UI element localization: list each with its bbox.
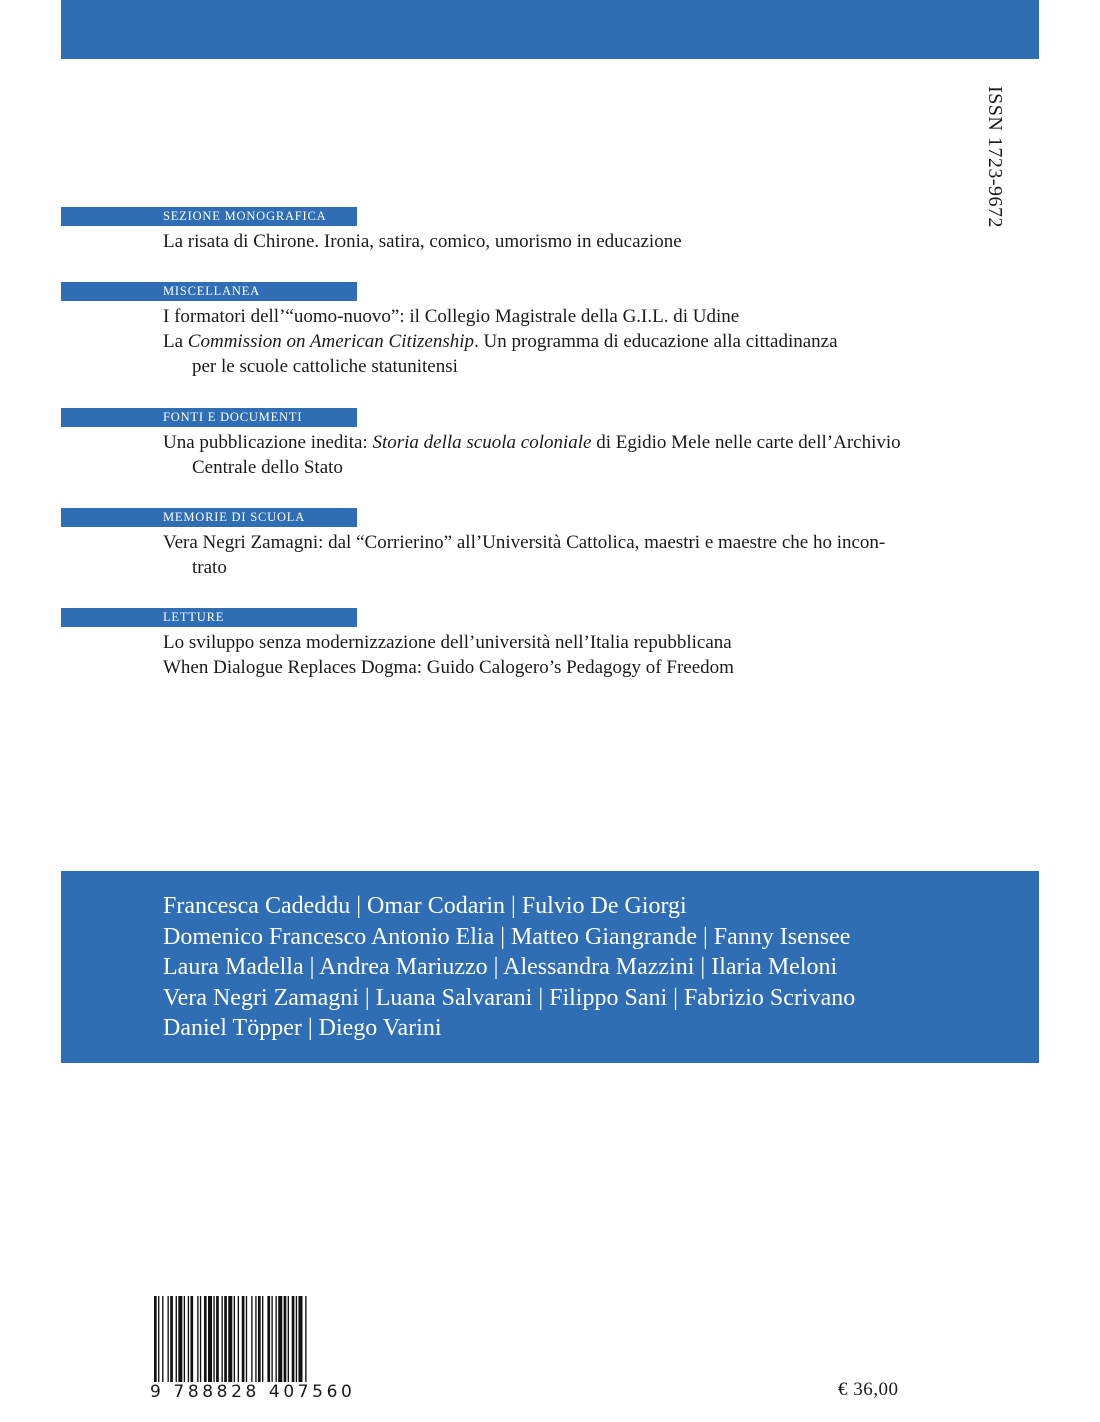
section-tag: MEMORIE DI SCUOLA — [61, 508, 357, 527]
authors-list — [163, 891, 855, 1044]
toc-entry — [61, 229, 961, 254]
barcode-bar — [176, 1296, 177, 1386]
toc-entry — [61, 329, 961, 379]
entry-prefix: Una pubblicazione inedita: — [163, 432, 373, 453]
barcode-bar — [271, 1296, 272, 1386]
barcode-bar — [158, 1296, 159, 1386]
authors-row: Domenico Francesco Antonio Elia | Matteo Giangrande | Fanny Isensee — [163, 923, 851, 950]
barcode-bar — [234, 1296, 235, 1386]
barcode-bar — [190, 1296, 193, 1386]
barcode-bar — [228, 1296, 232, 1386]
barcode-bar — [213, 1296, 214, 1386]
barcode-bar — [154, 1296, 157, 1386]
entry-title: When Dialogue Replaces Dogma: Guido Calogero’s Pedagogy of Freedom — [163, 657, 734, 678]
entry-prefix: La — [163, 331, 188, 352]
section-tag: FONTI E DOCUMENTI — [61, 408, 357, 427]
barcode-bar — [298, 1296, 302, 1386]
barcode-bar — [246, 1296, 247, 1386]
entry-title: La risata di Chirone. Ironia, satira, comico, umorismo in educazione — [163, 231, 682, 252]
barcode-bar — [170, 1296, 173, 1386]
entry-suffix: di Egidio Mele nelle carte dell’Archivio — [591, 432, 901, 453]
entry-title — [163, 530, 961, 555]
barcode-bar — [216, 1296, 219, 1386]
section-fonti — [61, 408, 961, 480]
authors-row: Francesca Cadeddu | Omar Codarin | Fulvio De Giorgi — [163, 893, 687, 919]
entry-continuation: Centrale dello Stato — [192, 457, 343, 478]
barcode-bar — [162, 1296, 163, 1386]
authors-row: Daniel Töpper | Diego Varini — [163, 1015, 442, 1041]
barcode-bar — [251, 1296, 252, 1386]
barcode-bar — [278, 1296, 282, 1386]
toc-entry — [61, 304, 961, 329]
barcode-bar — [224, 1296, 227, 1386]
barcode-bar — [255, 1296, 256, 1386]
authors-row: Laura Madella | Andrea Mariuzzo | Alessandra Mazzini | Ilaria Meloni — [163, 954, 838, 980]
barcode-bar — [267, 1296, 270, 1386]
barcode-number: 9 788828 407560 — [150, 1382, 360, 1402]
barcode-bars — [150, 1296, 358, 1386]
toc-entry — [61, 530, 961, 580]
barcode-bar — [168, 1296, 169, 1386]
barcode-bar — [178, 1296, 182, 1386]
entry-suffix: . Un programma di educazione alla cittadinanza — [474, 331, 838, 352]
barcode-bar — [208, 1296, 212, 1386]
barcode-bar — [284, 1296, 287, 1386]
entry-title — [163, 430, 961, 455]
section-tag: MISCELLANEA — [61, 282, 357, 301]
price-label: € 36,00 — [838, 1379, 899, 1400]
barcode-bar — [292, 1296, 295, 1386]
barcode-bar — [197, 1296, 198, 1386]
entry-italic: Commission on American Citizenship — [187, 331, 475, 352]
barcode-bar — [222, 1296, 223, 1386]
barcode-bar — [288, 1296, 289, 1386]
entry-italic: Storia della scuola coloniale — [372, 432, 592, 453]
entry-title: Lo sviluppo senza modernizzazione dell’università nell’Italia repubblicana — [163, 632, 732, 653]
section-tag: LETTURE — [61, 608, 357, 627]
top-color-band — [61, 0, 1039, 59]
issn-label: ISSN 1723-9672 — [984, 86, 1006, 229]
authors-band — [61, 871, 1039, 1063]
entry-prefix: Vera Negri Zamagni: dal “Corrierino” all’Università Cattolica, maestri e maestre che ho incon- — [163, 532, 886, 553]
section-monografica — [61, 207, 961, 254]
section-letture — [61, 608, 961, 680]
toc-entry — [61, 630, 961, 655]
entry-title — [163, 329, 961, 354]
section-miscellanea — [61, 282, 961, 379]
section-memorie — [61, 508, 961, 580]
barcode-bar — [238, 1296, 239, 1386]
toc-entry — [61, 430, 961, 480]
toc-entry — [61, 655, 961, 680]
barcode-bar — [262, 1296, 263, 1386]
barcode-bar — [184, 1296, 185, 1386]
barcode-bar — [305, 1296, 306, 1386]
barcode-bar — [276, 1296, 277, 1386]
barcode-bar — [242, 1296, 245, 1386]
barcode-bar — [188, 1296, 189, 1386]
entry-continuation: trato — [192, 557, 227, 578]
section-tag: SEZIONE MONOGRAFICA — [61, 207, 357, 226]
entry-continuation: per le scuole cattoliche statunitensi — [192, 356, 458, 377]
barcode-bar — [200, 1296, 201, 1386]
barcode-bar — [204, 1296, 207, 1386]
entry-title: I formatori dell’“uomo-nuovo”: il Collegio Magistrale della G.I.L. di Udine — [163, 306, 740, 327]
barcode-bar — [296, 1296, 297, 1386]
authors-row: Vera Negri Zamagni | Luana Salvarani | Filippo Sani | Fabrizio Scrivano — [163, 984, 856, 1011]
barcode-bar — [258, 1296, 261, 1386]
